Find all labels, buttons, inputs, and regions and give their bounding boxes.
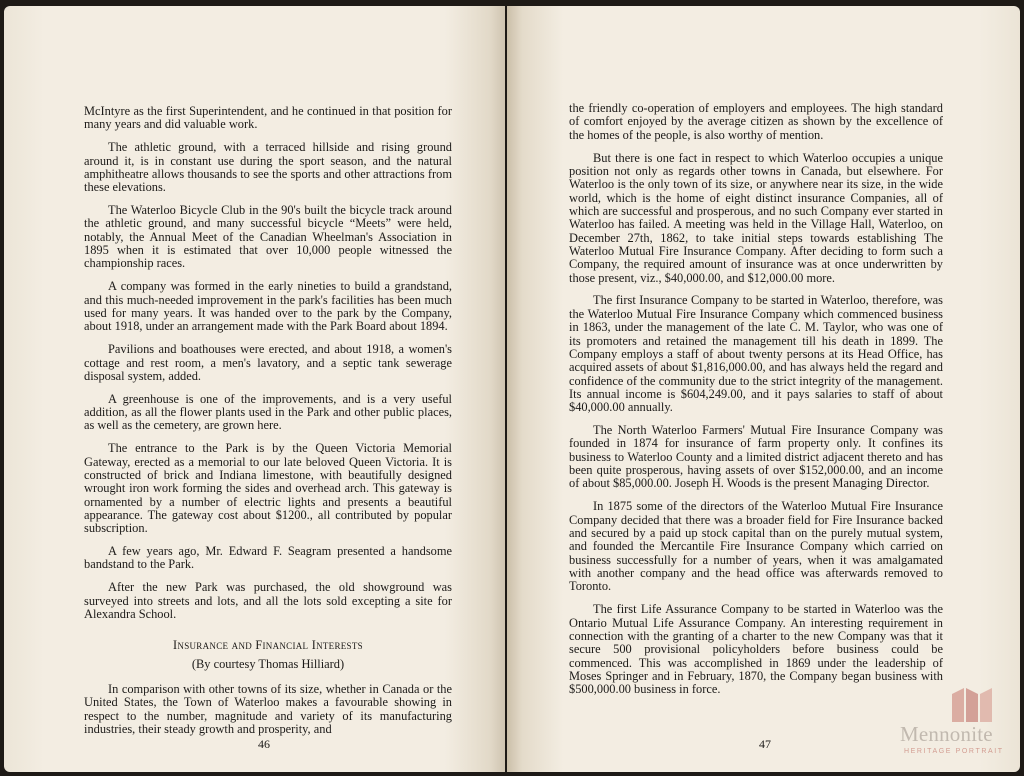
left-page xyxy=(4,6,505,772)
paragraph: The athletic ground, with a terraced hillside and rising ground around it, is in constant use during the sport season, and the natural amphitheatre allows thousands to see the sports and other attractions from these elevations. xyxy=(84,140,452,195)
paragraph: In 1875 some of the directors of the Waterloo Mutual Fire Insurance Company decided that there was a broader field for Fire Insurance backed and secured by a paid up stock capital than on the purely mutual system, and founded the Mercantile Fire Insurance Company which carried on business successfully for a number of years, when it was amalgamated with another company and the head office was afterwards removed to Toronto. xyxy=(569,499,943,594)
watermark-subtitle: HERITAGE PORTRAIT xyxy=(904,748,1004,755)
paragraph: The first Insurance Company to be started in Waterloo, therefore, was the Waterloo Mutual Fire Insurance Company which commenced business in 1863, under the management of the late C. M. Taylor, who was one of its promoters and retained the management till his death in 1899. The Company employs a staff of about twenty persons at its Head Office, has acquired assets of about $1,816,000.00, and has always held the regard and confidence of the community due to the strict integrity of the management. Its annual income is $604,249.00, and it pays salaries to staff of about $40,000.00 annually. xyxy=(569,293,943,415)
page-number: 47 xyxy=(759,737,771,751)
paragraph: Pavilions and boathouses were erected, and about 1918, a women's cottage and rest room, a men's lavatory, and a septic tank sewerage disposal system, added. xyxy=(84,342,452,383)
paragraph: But there is one fact in respect to which Waterloo occupies a unique position not only as regards other towns in Canada, but elsewhere. For Waterloo is the only town of its size, or anywhere near its size, in the wide world, which is the home of eight distinct insurance Companies, all of which are successful and prosperous, and no such Company ever started in Waterloo has failed. A meeting was held in the Village Hall, Waterloo, on December 27th, 1862, to take initial steps towards establishing The Waterloo Mutual Fire Insurance Company. After deciding to form such a Company, the required amount of insurance was at once underwritten by those present, viz., $40,000.00, and $12,000.00 more. xyxy=(569,150,943,285)
paragraph: A company was formed in the early nineties to build a grandstand, and this much-needed improvement in the park's facilities has been much used for many years. It was handed over to the park by the Company, about 1918, under an arrangement made with the Park Board about 1894. xyxy=(84,279,452,334)
paragraph: A greenhouse is one of the improvements, and is a very useful addition, as all the flower plants used in the Park and other public places, as well as the cemetery, are grown here. xyxy=(84,391,452,433)
paragraph: The entrance to the Park is by the Queen Victoria Memorial Gateway, erected as a memorial to our late beloved Queen Victoria. It is constructed of brick and Indiana limestone, with beautifully designed wrought iron work forming the sides and overhead arch. This gateway is ornamented by a number of electric lights and presents a beautiful appearance. The gateway cost about $1200., all contributed by popular subscription. xyxy=(84,441,452,536)
page-number: 46 xyxy=(258,737,270,751)
section-heading: Insurance and Financial Interests xyxy=(173,638,363,653)
mennonite-heritage-logo-icon xyxy=(950,684,994,724)
paragraph: In comparison with other towns of its size, whether in Canada or the United States, the Town of Waterloo makes a favourable showing in respect to the number, magnitude and variety of its manufacturing industries, their steady growth and prosperity, and xyxy=(84,682,452,737)
right-page-text xyxy=(569,102,943,706)
byline: (By courtesy Thomas Hilliard) xyxy=(191,656,345,671)
paragraph: After the new Park was purchased, the old showground was surveyed into streets and lots, and all the lots sold excepting a site for Alexandra School. xyxy=(84,580,452,621)
watermark-name: Mennonite xyxy=(900,722,993,746)
paragraph: The first Life Assurance Company to be started in Waterloo was the Ontario Mutual Life Assurance Company. An interesting requirement in connection with the granting of a charter to the new Company was that it secure 500 provisional policyholders before business could be commenced. This was accomplished in 1869 under the leadership of Moses Springer and in February, 1870, the Company began business with $500,000.00 business in force. xyxy=(569,602,943,697)
paragraph: McIntyre as the first Superintendent, and he continued in that position for many years and did valuable work. xyxy=(84,104,452,132)
paragraph: the friendly co-operation of employers and employees. The high standard of comfort enjoyed by the average citizen as shown by the excellence of the homes of the people, is also worthy of mention. xyxy=(569,101,943,142)
paragraph: The Waterloo Bicycle Club in the 90's built the bicycle track around the athletic ground, and many successful bicycle “Meets” were held, notably, the Annual Meet of the Canadian Wheelman's Association in 1895 when it is estimated that over 10,000 people witnessed the championship races. xyxy=(84,203,452,271)
paragraph: The North Waterloo Farmers' Mutual Fire Insurance Company was founded in 1874 for insurance of farm property only. It confines its business to Waterloo County and a limited district adjacent thereto and has been quite prosperous, having assets of over $152,000.00, and an income of about $85,000.00. Joseph H. Woods is the present Managing Director. xyxy=(569,423,943,491)
left-page-text xyxy=(84,105,452,746)
right-page xyxy=(507,6,1020,772)
watermark xyxy=(900,684,1020,774)
paragraph: A few years ago, Mr. Edward F. Seagram presented a handsome bandstand to the Park. xyxy=(84,544,452,572)
